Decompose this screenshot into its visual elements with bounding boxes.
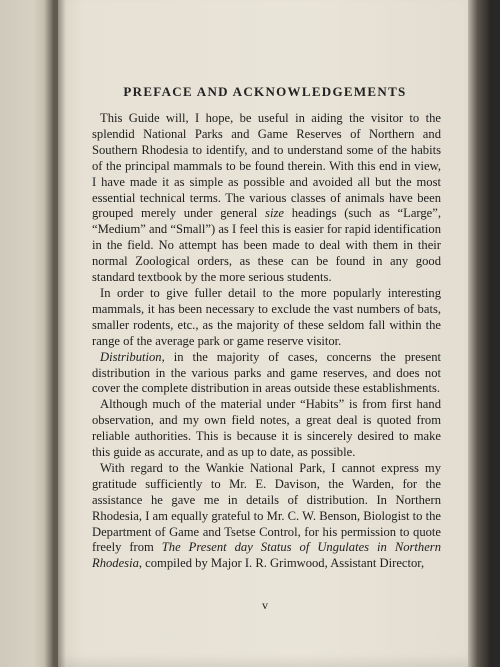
- paragraph-purpose: This Guide will, I hope, be useful in aiding the visitor to the splendid National Parks and Game Reserves of Northern and Southern Rhodesia to identify, and to understand some of the habits of the principal mammals to be found therein. With this end in view, I have made it as simple as possible and avoided all but the most essential technical terms. The various classes of animals have been grouped merely under general size headings (such as “Large”, “Medium” and “Small”) as I feel this is easier for rapid identification in the field. No attempt has been made to deal with them in their normal Zoological orders, as these can be found in any good standard textbook by the more serious students.: [92, 111, 442, 285]
- paragraph-exclusions: In order to give fuller detail to the more popularly interesting mammals, it has been necessary to exclude the vast numbers of bats, smaller rodents, etc., as the majority of these seldom fall within the range of the average park or game reserve visitor.: [92, 285, 441, 348]
- book-gutter: [44, 0, 66, 667]
- paragraph-habits: Although much of the material under “Habits” is from first hand observation, and my own field notes, a great deal is quoted from reliable authorities. This is because it is sincerely desired to make this guide as accurate, and as up to date, as possible.: [92, 397, 441, 460]
- preface-body: [92, 111, 441, 572]
- paragraph-distribution: Distribution, in the majority of cases, concerns the present distribution in the various parks and game reserves, and does not cover the complete distribution in areas outside these establishments.: [92, 349, 441, 396]
- paragraph-acknowledgements: With regard to the Wankie National Park, I cannot express my gratitude sufficiently to Mr. E. Davison, the Warden, for the assistance he gave me in details of distribution. In Northern Rhodesia, I am equally grateful to Mr. C. W. Benson, Biologist to the Department of Game and Tsetse Control, for his permission to quote freely from The Present day Status of Ungulates in Northern Rhodesia, compiled by Major I. R. Grimwood, Assistant Director,: [92, 460, 442, 571]
- page-title: PREFACE AND ACKNOWLEDGEMENTS: [123, 84, 407, 99]
- page-number: v: [262, 598, 268, 612]
- page-right-edge: [468, 0, 500, 667]
